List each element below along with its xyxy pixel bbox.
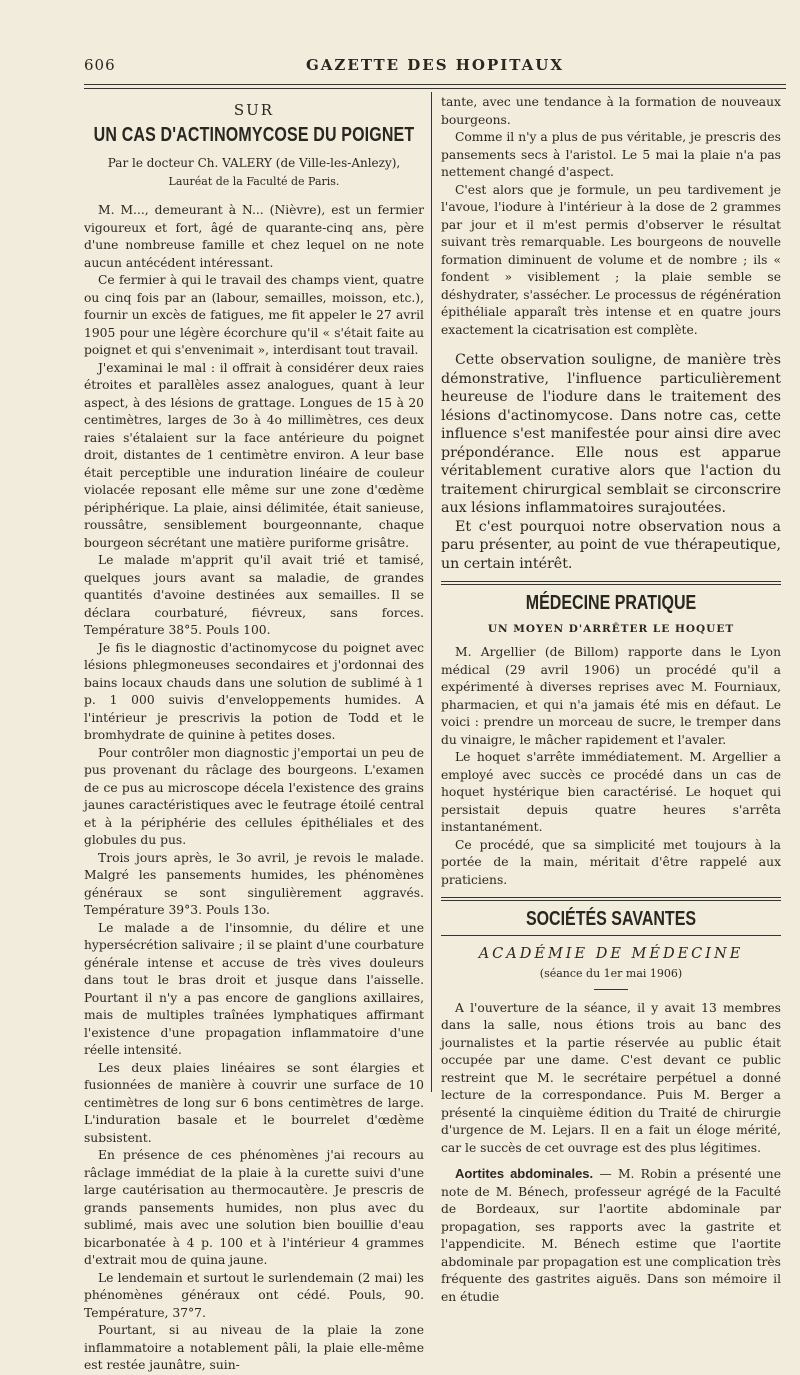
paragraph: tante, avec une tendance à la formation de nouveaux bourgeons. xyxy=(441,95,781,127)
header-rule xyxy=(84,84,786,85)
article-sur: SUR xyxy=(233,101,275,119)
conclusion-paragraph: Cette observation souligne, de manière très démonstrative, l'influence particulièrement heureuse de l'iodure dans le traitement des lésions d'actinomycose. Dans notre cas, cette influence s'est manifestée pour ainsi dire avec prépondérance. Elle nous est apparue véritablement curative alors que l'action du traitement chirurgical semblait se circonscrire aux lésions inflammatoires surajoutées. xyxy=(441,352,781,516)
paragraph: Comme il n'y a plus de pus véritable, je prescris des pansements secs à l'aristol. Le 5 mai la plaie n'a pas nettement changé d'aspect. xyxy=(441,130,781,179)
paragraph: A l'ouverture de la séance, il y avait 13 membres dans la salle, nous étions trois au banc des journalistes et la partie réservée au public était occupée par une dame. C'est devant ce public restreint que M. le secrétaire perpétuel a donné lecture de la correspondance. Puis M. Berger a présenté la cinquième édition du Traité de chirurgie d'urgence de M. Lejars. Il en a fait un éloge mérité, car le succès de cet ouvrage est des plus légitimes. xyxy=(441,1000,781,1155)
aortites-heading: Aortites abdominales. xyxy=(455,1166,594,1181)
aortites-text: — M. Robin a présenté une note de M. Bénech, professeur agrégé de la Faculté de Bordeaux, sur l'aortite abdominale par propagation, ses rapports avec la gastrite et l'appendicite. M. Bénech estime que l'aortite abdominale par propagation est une complication très fréquente des gastrites aiguës. Dans son mémoire il en étudie xyxy=(441,1167,782,1304)
section-rule-single xyxy=(441,935,781,936)
subsection-title-hoquet: UN MOYEN D'ARRÊTER LE HOQUET xyxy=(487,622,735,635)
paragraph: Le malade a de l'insomnie, du délire et une hypersécrétion salivaire ; il se plaint d'une courbature générale intense et accuse de très vives douleurs dans tout le bras droit et jusque dans l'aisselle. Pourtant il n'y a pas encore de ganglions axillaires, mais de multiples traînées lymphatiques affirmant l'existence d'une propagation inflammatoire d'une réelle intensité. xyxy=(84,920,424,1057)
article-laureate: Lauréat de la Faculté de Paris. xyxy=(168,174,340,188)
conclusion-paragraph: Et c'est pourquoi notre observation nous a paru présenter, au point de vue thérapeutique, un certain intérêt. xyxy=(441,518,781,572)
section-title-medecine: MÉDECINE PRATIQUE xyxy=(525,592,697,614)
paragraph: Pour contrôler mon diagnostic j'emportai un peu de pus provenant du râclage des bourgeons. L'examen de ce pus au microscope décela l'existence des grains jaunes caractéristiques avec le feutrage étoilé central et à la périphérie des cellules épithéliales et des globules du pus. xyxy=(84,745,424,847)
seance-date: (séance du 1er mai 1906) xyxy=(539,967,683,980)
paragraph: Le malade m'apprit qu'il avait trié et tamisé, quelques jours avant sa maladie, de grandes quantités d'avoine destinées aux semailles. Il se déclara courbaturé, fiévreux, sans forces. Température 38°5. Pouls 100. xyxy=(84,553,424,637)
paragraph: Les deux plaies linéaires se sont élargies et fusionnées de manière à couvrir une surface de 10 centimètres de long sur 6 bons centimètres de large. L'induration basale et le bourrelet d'œdème subsistent. xyxy=(84,1060,424,1145)
section-rule xyxy=(441,581,781,585)
article-author: Par le docteur Ch. VALERY (de Ville-les-Anlezy), xyxy=(107,156,401,170)
paragraph: Pourtant, si au niveau de la plaie la zone inflammatoire a notablement pâli, la plaie elle-même est restée jaunâtre, suin- xyxy=(84,1323,424,1372)
paragraph: Ce fermier à qui le travail des champs vient, quatre ou cinq fois par an (labour, semailles, moisson, etc.), fournir un excès de fatigues, me fit appeler le 27 avril 1905 pour une légère écorchure qu'il « s'était faite au poignet et qui s'envenimait », interdisant tout travail. xyxy=(84,273,424,357)
paragraph: Je fis le diagnostic d'actinomycose du poignet avec lésions phlegmoneuses secondaires et j'ordonnai des bains locaux chauds dans une solution de sublimé à 1 p. 1 000 suivis d'enveloppements humides. A l'intérieur je prescrivis la potion de Todd et le bromhydrate de quinine à petites doses. xyxy=(84,640,424,742)
paragraph: Ce procédé, que sa simplicité met toujours à la portée de la main, méritait d'être rappelé aux praticiens. xyxy=(441,837,781,887)
short-rule xyxy=(594,989,628,990)
paragraph: C'est alors que je formule, un peu tardivement je l'avoue, l'iodure à l'intérieur à la dose de 2 grammes par jour et il m'est permis d'observer le résultat suivant très remarquable. Les bourgeons de nouvelle formation diminuent de volume et de nombre ; ils « fondent » visiblement ; la plaie semble se déshydrater, s'assécher. Le processus de régénération épithéliale apparaît très intense et en quatre jours exactement la cicatrisation est complète. xyxy=(441,182,781,337)
page-header xyxy=(84,56,786,78)
paragraph: J'examinai le mal : il offrait à considérer deux raies étroites et parallèles assez analogues, quant à leur aspect, à des lésions de grattage. Longues de 15 à 20 centimètres, larges de 3o à 4o millimètres, ces deux raies s'étalaient sur la face antérieure du poignet droit, distantes de 1 centimètre environ. A leur base était perceptible une induration linéaire de couleur violacée reposant elle même sur une zone d'œdème périphérique. La plaie, ainsi délimitée, était sanieuse, roussâtre, sensiblement bourgeonnante, chaque bourgeon sécrétant une matière puriforme grisâtre. xyxy=(84,360,424,550)
right-column xyxy=(441,94,781,1306)
header-rule-2 xyxy=(84,88,786,89)
section-title-societes: SOCIÉTÉS SAVANTES xyxy=(525,908,697,930)
left-column xyxy=(84,96,424,1375)
page-number: 606 xyxy=(84,56,116,74)
journal-title: GAZETTE DES HOPITAUX xyxy=(305,56,564,74)
article-title: UN CAS D'ACTINOMYCOSE DU POIGNET xyxy=(93,122,415,146)
section-rule xyxy=(441,897,781,901)
paragraph: Le hoquet s'arrête immédiatement. M. Argellier a employé avec succès ce procédé dans un cas de hoquet hystérique bien caractérisé. Le hoquet qui persistait depuis quatre heures s'arrêta instantanément. xyxy=(441,750,781,834)
paragraph: En présence de ces phénomènes j'ai recours au râclage immédiat de la plaie à la curette suivi d'une large cautérisation au thermocautère. Je prescris de grands pansements humides, non plus avec du sublimé, mais avec une solution bien bouillie d'eau bicarbonatée à 4 p. 100 et à l'intérieur 4 grammes d'extrait mou de quina jaune. xyxy=(84,1148,424,1267)
paragraph: Le lendemain et surtout le surlendemain (2 mai) les phénomènes généraux ont cédé. Pouls, 90. Température, 37°7. xyxy=(84,1270,424,1320)
paragraph: M. Argellier (de Billom) rapporte dans le Lyon médical (29 avril 1906) un procédé qu'il a expérimenté à diverses reprises avec M. Fourniaux, pharmacien, et qui n'a jamais été mis en défaut. Le voici : prendre un morceau de sucre, le tremper dans du vinaigre, le mâcher rapidement et l'avaler. xyxy=(441,645,781,747)
academie-title: ACADÉMIE DE MÉDECINE xyxy=(478,945,744,962)
paragraph: M. M..., demeurant à N... (Nièvre), est un fermier vigoureux et fort, âgé de quarante-cinq ans, père d'une nombreuse famille et chez lequel on ne note aucun antécédent intéressant. xyxy=(84,203,424,270)
paragraph: Trois jours après, le 3o avril, je revois le malade. Malgré les pansements humides, les phénomènes généraux se sont singulièrement aggravés. Température 39°3. Pouls 13o. xyxy=(84,850,424,917)
column-divider xyxy=(431,92,432,1092)
